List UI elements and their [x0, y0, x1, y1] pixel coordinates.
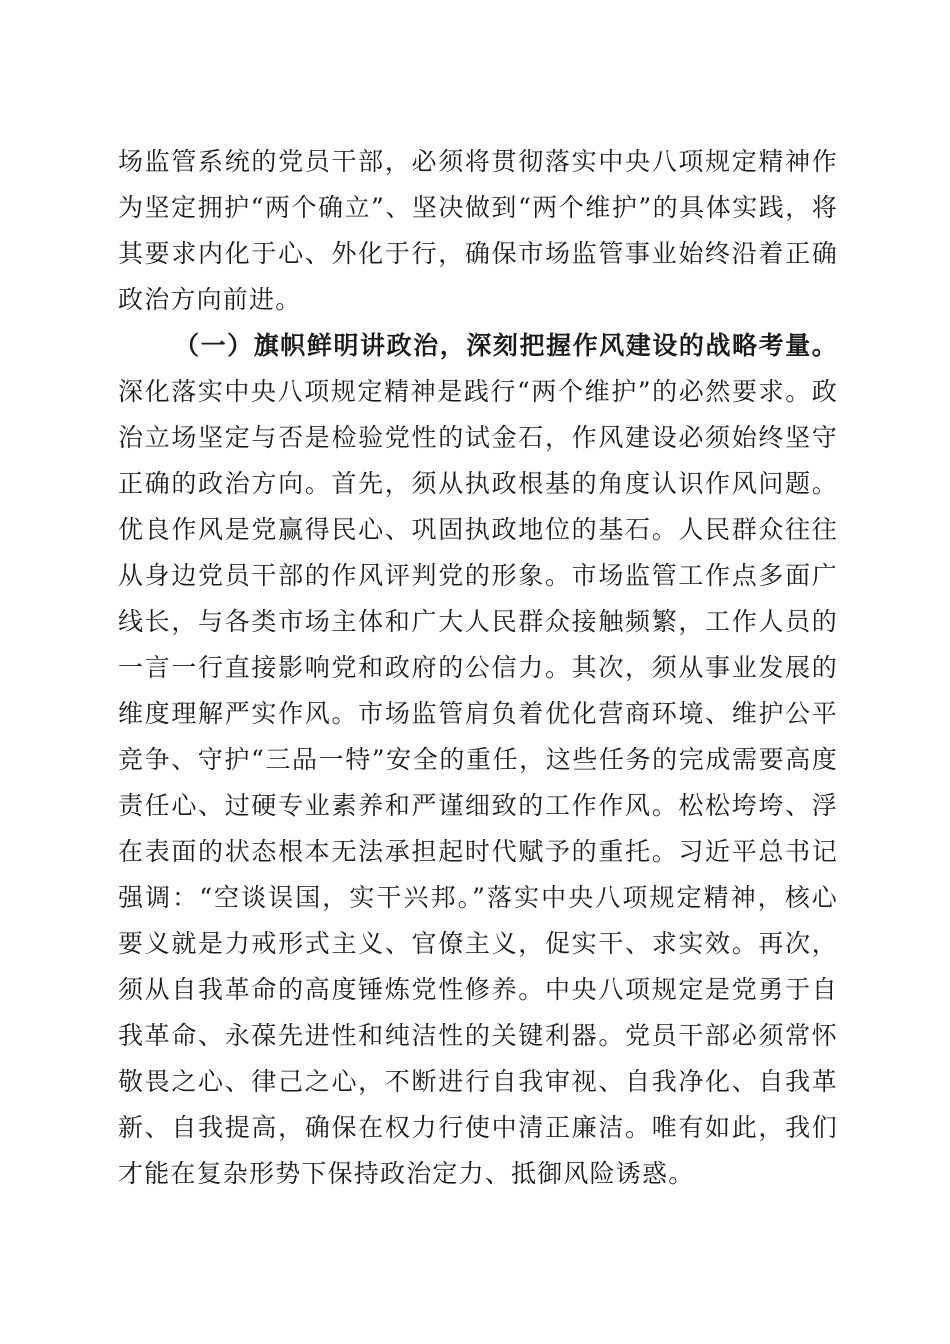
section-heading: （一）旗帜鲜明讲政治，深刻把握作风建设的战略考量。	[174, 331, 838, 360]
paragraph-continuation: 场监管系统的党员干部，必须将贯彻落实中央八项规定精神作为坚定拥护“两个确立”、坚决做到“两个维护”的具体实践，将其要求内化于心、外化于行，确保市场监管事业始终沿着正确政治方向前进。	[118, 147, 838, 314]
section-heading-paragraph	[118, 323, 838, 1197]
document-page	[118, 139, 838, 1197]
section-body: 深化落实中央八项规定精神是践行“两个维护”的必然要求。政治立场坚定与否是检验党性的试金石，作风建设必须始终坚守正确的政治方向。首先，须从执政根基的角度认识作风问题。优良作风是党赢得民心、巩固执政地位的基石。人民群众往往从身边党员干部的作风评判党的形象。市场监管工作点多面广线长，与各类市场主体和广大人民群众接触频繁，工作人员的一言一行直接影响党和政府的公信力。其次，须从事业发展的维度理解严实作风。市场监管肩负着优化营商环境、维护公平竞争、守护“三品一特”安全的重任，这些任务的完成需要高度责任心、过硬专业素养和严谨细致的工作作风。松松垮垮、浮在表面的状态根本无法承担起时代赋予的重托。习近平总书记强调：“空谈误国，实干兴邦。”落实中央八项规定精神，核心要义就是力戒形式主义、官僚主义，促实干、求实效。再次，须从自我革命的高度锤炼党性修养。中央八项规定是党勇于自我革命、永葆先进性和纯洁性的关键利器。党员干部必须常怀敬畏之心、律己之心，不断进行自我审视、自我净化、自我革新、自我提高，确保在权力行使中清正廉洁。唯有如此，我们才能在复杂形势下保持政治定力、抵御风险诱惑。	[118, 377, 838, 1188]
